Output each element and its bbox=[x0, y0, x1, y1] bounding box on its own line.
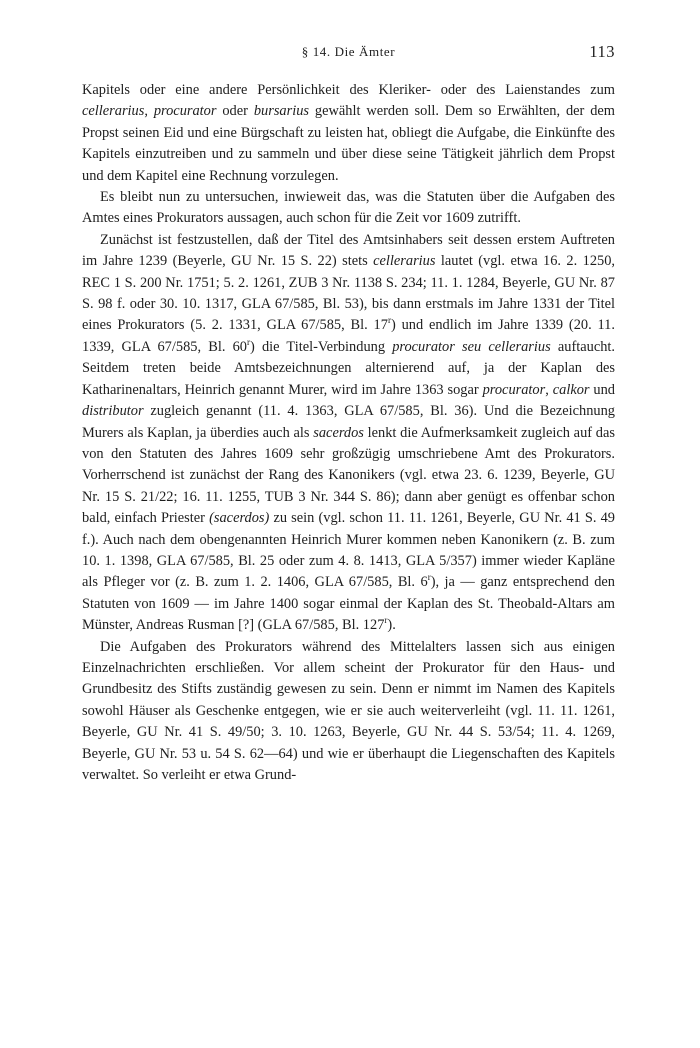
page-number: 113 bbox=[589, 42, 615, 61]
paragraph: Die Aufgaben des Prokurators während des Mittelalters lassen sich aus einigen Einzelnachrichten erschließen. Vor allem scheint der Prokurator für den Haus- und Grundbesitz des Stifts zuständig gewesen zu sein. Denn er nimmt im Namen des Kapitels sowohl Häuser als Geschenke entgegen, wie er sie auch weiterverleiht (vgl. 11. 11. 1261, Beyerle, GU Nr. 41 S. 49/50; 3. 10. 1263, Beyerle, GU Nr. 44 S. 53/54; 11. 4. 1269, Beyerle, GU Nr. 53 u. 54 S. 62—64) und wie er überhaupt die Liegenschaften des Kapitels verwaltet. So verleiht er etwa Grund- bbox=[82, 638, 615, 783]
body-text bbox=[82, 80, 615, 786]
page-header bbox=[82, 42, 615, 66]
paragraph: Es bleibt nun zu untersuchen, inwieweit das, was die Statuten über die Aufgaben des Amtes eines Prokurators aussagen, auch schon für die Zeit vor 1609 zutrifft. bbox=[82, 189, 615, 227]
paragraph: Zunächst ist festzustellen, daß der Titel des Amtsinhabers seit dessen erstem Auftreten im Jahre 1239 (Beyerle, GU Nr. 15 S. 22) stets cellerarius lautet (vgl. etwa 16. 2. 1250, REC 1 S. 200 Nr. 1751; 5. 2. 1261, ZUB 3 Nr. 1138 S. 234; 11. 1. 1284, Beyerle, GU Nr. 87 S. 98 f. oder 30. 10. 1317, GLA 67/585, Bl. 53), bis dann erstmals im Jahre 1331 der Titel eines Prokurators (5. 2. 1331, GLA 67/585, Bl. 17$^r$) und endlich im Jahre 1339 (20. 11. 1339, GLA 67/585, Bl. 60$^r$) die Titel-Verbindung procurator seu cellerarius auftaucht. Seitdem treten beide Amtsbezeichnungen alternierend auf, ja der Kaplan des Katharinenaltars, Heinrich genannt Murer, wird im Jahre 1363 sogar procurator, calkor und distributor zugleich genannt (11. 4. 1363, GLA 67/585, Bl. 36). Und die Bezeichnung Murers als Kaplan, ja überdies auch als sacerdos lenkt die Aufmerksamkeit zugleich auf das von den Statuten des Jahres 1609 sehr großzügig umschriebene Amt des Prokurators. Vorherrschend ist zunächst der Rang des Kanonikers (vgl. etwa 23. 6. 1239, Beyerle, GU Nr. 15 S. 21/22; 16. 11. 1255, TUB 3 Nr. 344 S. 86); dann aber genügt es offenbar schon bald, einfach Priester (sacerdos) zu sein (vgl. schon 11. 11. 1261, Beyerle, GU Nr. 41 S. 49 f.). Auch nach dem obengenannten Heinrich Murer kommen neben Kanonikern (z. B. zum 10. 1. 1398, GLA 67/585, Bl. 25 oder zum 4. 8. 1413, GLA 5/357) immer wieder Kapläne als Pfleger vor (z. B. zum 1. 2. 1406, GLA 67/585, Bl. 6$^r$), ja — ganz entsprechend den Statuten von 1609 — im Jahre 1400 sogar einmal der Kaplan des St. Theobald-Altars am Münster, Andreas Rusman [?] (GLA 67/585, Bl. 127$^r$). bbox=[82, 231, 616, 634]
paragraph: Kapitels oder eine andere Persönlichkeit des Kleriker- oder des Laienstandes zum cellerarius, procurator oder bursarius gewählt werden soll. Dem so Erwählten, der dem Propst seinen Eid und eine Bürgschaft zu leisten hat, obliegt die Aufgabe, die Einkünfte des Kapitels einzutreiben und zu sammeln und über diese seine Tätigkeit jährlich dem Propst und dem Kapitel eine Rechnung vorzulegen. bbox=[82, 82, 616, 184]
running-head: § 14. Die Ämter bbox=[301, 44, 396, 59]
